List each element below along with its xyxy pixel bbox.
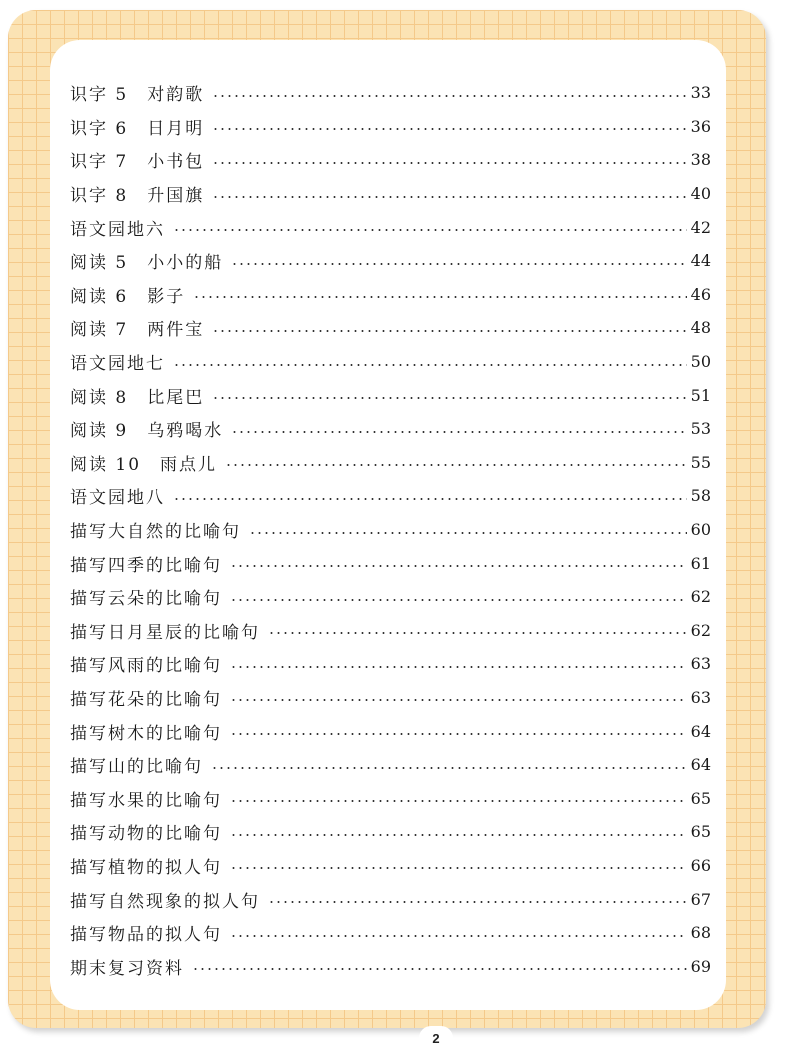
dot-leader (249, 532, 687, 534)
toc-entry-page: 64 (690, 755, 711, 775)
toc-entry[interactable] (70, 446, 711, 480)
toc-entry[interactable] (70, 278, 711, 312)
toc-entry-title: 描写自然现象的拟人句 (70, 891, 260, 912)
toc-entry-page: 38 (690, 150, 711, 170)
dot-leader (211, 767, 687, 769)
toc-entry[interactable] (70, 781, 711, 815)
toc-entry[interactable] (70, 513, 711, 547)
dot-leader (212, 196, 686, 198)
dot-leader (231, 263, 686, 265)
toc-entry[interactable] (70, 345, 711, 379)
dot-leader (230, 666, 687, 668)
dot-leader (212, 330, 686, 332)
toc-entry-title: 描写花朵的比喻句 (70, 689, 222, 710)
toc-entry[interactable] (70, 311, 711, 345)
toc-entry[interactable] (70, 916, 711, 950)
toc-entry[interactable] (70, 748, 711, 782)
dot-leader (212, 162, 686, 164)
toc-entry[interactable] (70, 882, 711, 916)
toc-entry-title: 语文园地七 (70, 354, 165, 375)
toc-entry-page: 58 (690, 486, 711, 506)
toc-entry-page: 36 (690, 116, 711, 136)
toc-entry-page: 69 (690, 956, 711, 976)
toc-entry-title: 描写树木的比喻句 (70, 723, 222, 744)
toc-entry[interactable] (70, 143, 711, 177)
contents-page (50, 40, 726, 1046)
toc-entry-title: 语文园地八 (70, 488, 165, 509)
toc-entry-title: 阅读 5 小小的船 (70, 253, 224, 274)
dot-leader (230, 733, 687, 735)
toc-entry-title: 识字 5 对韵歌 (70, 85, 205, 106)
toc-entry[interactable] (70, 580, 711, 614)
dot-leader (230, 834, 687, 836)
dot-leader (192, 968, 687, 970)
toc-entry-page: 40 (690, 184, 711, 204)
toc-entry-title: 阅读 8 比尾巴 (70, 387, 205, 408)
toc-entry-title: 阅读 9 乌鸦喝水 (70, 421, 224, 442)
toc-entry-page: 68 (690, 923, 711, 943)
toc-entry-page: 65 (690, 788, 711, 808)
toc-entry[interactable] (70, 647, 711, 681)
toc-entry[interactable] (70, 949, 711, 983)
toc-entry[interactable] (70, 614, 711, 648)
toc-entry-title: 描写大自然的比喻句 (70, 522, 241, 543)
dot-leader (230, 867, 687, 869)
page-number: 2 (419, 1026, 453, 1050)
toc-entry-page: 63 (690, 654, 711, 674)
toc-entry-page: 62 (690, 587, 711, 607)
dot-leader (225, 464, 687, 466)
toc-entry[interactable] (70, 412, 711, 446)
dot-leader (268, 632, 687, 634)
toc-entry-page: 55 (690, 452, 711, 472)
toc-entry-page: 62 (690, 620, 711, 640)
toc-entry[interactable] (70, 76, 711, 110)
toc-entry[interactable] (70, 210, 711, 244)
toc-entry-title: 描写日月星辰的比喻句 (70, 622, 260, 643)
toc-entry-page: 50 (690, 352, 711, 372)
dot-leader (230, 935, 687, 937)
toc-entry-title: 识字 6 日月明 (70, 118, 205, 139)
dot-leader (268, 901, 687, 903)
toc-entry-page: 46 (690, 284, 711, 304)
toc-entry-title: 阅读 7 两件宝 (70, 320, 205, 341)
toc-entry[interactable] (70, 378, 711, 412)
toc-entry[interactable] (70, 110, 711, 144)
toc-entry-title: 识字 8 升国旗 (70, 186, 205, 207)
toc-entry[interactable] (70, 244, 711, 278)
dot-leader (173, 498, 687, 500)
toc-entry-page: 66 (690, 855, 711, 875)
toc-entry-title: 描写水果的比喻句 (70, 790, 222, 811)
toc-entry-title: 期末复习资料 (70, 958, 184, 979)
toc-entry-page: 63 (690, 687, 711, 707)
toc-entry-page: 60 (690, 520, 711, 540)
toc-entry[interactable] (70, 849, 711, 883)
toc-entry-title: 描写四季的比喻句 (70, 555, 222, 576)
dot-leader (212, 128, 686, 130)
dot-leader (231, 431, 686, 433)
dot-leader (212, 95, 686, 97)
toc-entry-page: 44 (690, 251, 711, 271)
toc-entry-page: 42 (690, 217, 711, 237)
dot-leader (230, 800, 687, 802)
toc-entry-title: 描写山的比喻句 (70, 757, 203, 778)
toc-entry-page: 65 (690, 822, 711, 842)
grid-paper-frame (8, 10, 766, 1046)
toc-entry-title: 描写物品的拟人句 (70, 925, 222, 946)
dot-leader (193, 296, 686, 298)
dot-leader (230, 565, 687, 567)
toc-entry-page: 51 (690, 385, 711, 405)
toc-entry[interactable] (70, 681, 711, 715)
dot-leader (173, 229, 687, 231)
toc-entry-page: 67 (690, 889, 711, 909)
toc-entry-page: 64 (690, 721, 711, 741)
toc-entry-title: 描写动物的比喻句 (70, 824, 222, 845)
table-of-contents (70, 76, 711, 983)
toc-entry-page: 48 (690, 318, 711, 338)
toc-entry-title: 语文园地六 (70, 219, 165, 240)
toc-entry[interactable] (70, 815, 711, 849)
toc-entry-title: 描写云朵的比喻句 (70, 589, 222, 610)
dot-leader (230, 699, 687, 701)
toc-entry[interactable] (70, 714, 711, 748)
toc-entry-title: 阅读 6 影子 (70, 286, 186, 307)
dot-leader (173, 364, 687, 366)
dot-leader (212, 397, 686, 399)
toc-entry[interactable] (70, 479, 711, 513)
toc-entry-page: 53 (690, 419, 711, 439)
toc-entry-title: 识字 7 小书包 (70, 152, 205, 173)
toc-entry[interactable] (70, 177, 711, 211)
toc-entry-title: 描写风雨的比喻句 (70, 656, 222, 677)
toc-entry-title: 阅读 10 雨点儿 (70, 454, 218, 475)
toc-entry[interactable] (70, 546, 711, 580)
toc-entry-page: 61 (690, 553, 711, 573)
toc-entry-page: 33 (690, 83, 711, 103)
toc-entry-title: 描写植物的拟人句 (70, 857, 222, 878)
dot-leader (230, 599, 687, 601)
